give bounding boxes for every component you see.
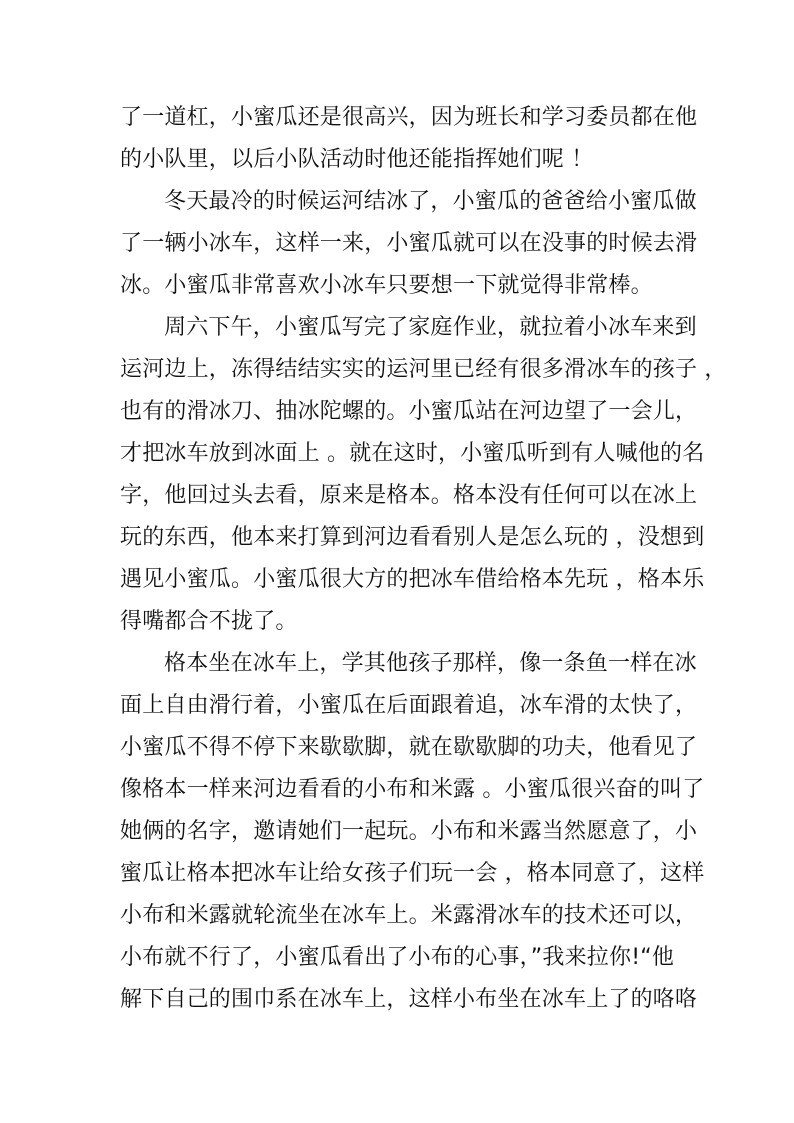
text-line: 遇见小蜜瓜。小蜜瓜很大方的把冰车借给格本先玩 ，格本乐	[120, 567, 705, 592]
text-line: 她俩的名字，邀请她们一起玩。小布和米露当然愿意了，小	[120, 819, 698, 844]
text-line: 了一道杠，小蜜瓜还是很高兴，因为班长和学习委员都在他	[120, 105, 698, 130]
text-line: 玩的东西，他本来打算到河边看看别人是怎么玩的 ，没想到	[120, 525, 705, 550]
text-line: 才把冰车放到冰面上 。就在这时，小蜜瓜听到有人喊他的名	[120, 441, 705, 466]
paragraph-start-line: 格本坐在冰车上，学其他孩子那样，像一条鱼一样在冰	[164, 651, 697, 676]
text-line: 得嘴都合不拢了。	[120, 609, 298, 634]
text-line: 字，他回过头去看，原来是格本。格本没有任何可以在冰上	[120, 483, 698, 508]
text-line: 运河边上，冻得结结实实的运河里已经有很多滑冰车的孩子 ，	[120, 357, 727, 382]
text-line: 冰。小蜜瓜非常喜欢小冰车只要想一下就觉得非常棒。	[120, 273, 653, 298]
text-line: 小蜜瓜不得不停下来歇歇脚，就在歇歇脚的功夫，他看见了	[120, 735, 698, 760]
text-line: 小布就不行了，小蜜瓜看出了小布的心事，”我来拉你!“他	[120, 945, 675, 970]
text-line: 蜜瓜让格本把冰车让给女孩子们玩一会 ，格本同意了，这样	[120, 861, 705, 886]
text-line: 像格本一样来河边看看的小布和米露 。小蜜瓜很兴奋的叫了	[120, 777, 705, 802]
paragraph-start-line: 冬天最冷的时候运河结冰了，小蜜瓜的爸爸给小蜜瓜做	[164, 189, 697, 214]
text-line: 了一辆小冰车，这样一来，小蜜瓜就可以在没事的时候去滑	[120, 231, 698, 256]
text-line: 解下自己的围巾系在冰车上，这样小布坐在冰车上了的咯咯	[120, 987, 698, 1012]
paragraph-start-line: 周六下午，小蜜瓜写完了家庭作业，就拉着小冰车来到	[164, 315, 697, 340]
text-line: 也有的滑冰刀、抽冰陀螺的。小蜜瓜站在河边望了一会儿，	[120, 399, 698, 424]
text-line: 的小队里，以后小队活动时他还能指挥她们呢 ！	[120, 147, 594, 172]
text-line: 面上自由滑行着，小蜜瓜在后面跟着追，冰车滑的太快了，	[120, 693, 698, 718]
text-line: 小布和米露就轮流坐在冰车上。米露滑冰车的技术还可以，	[120, 903, 698, 928]
